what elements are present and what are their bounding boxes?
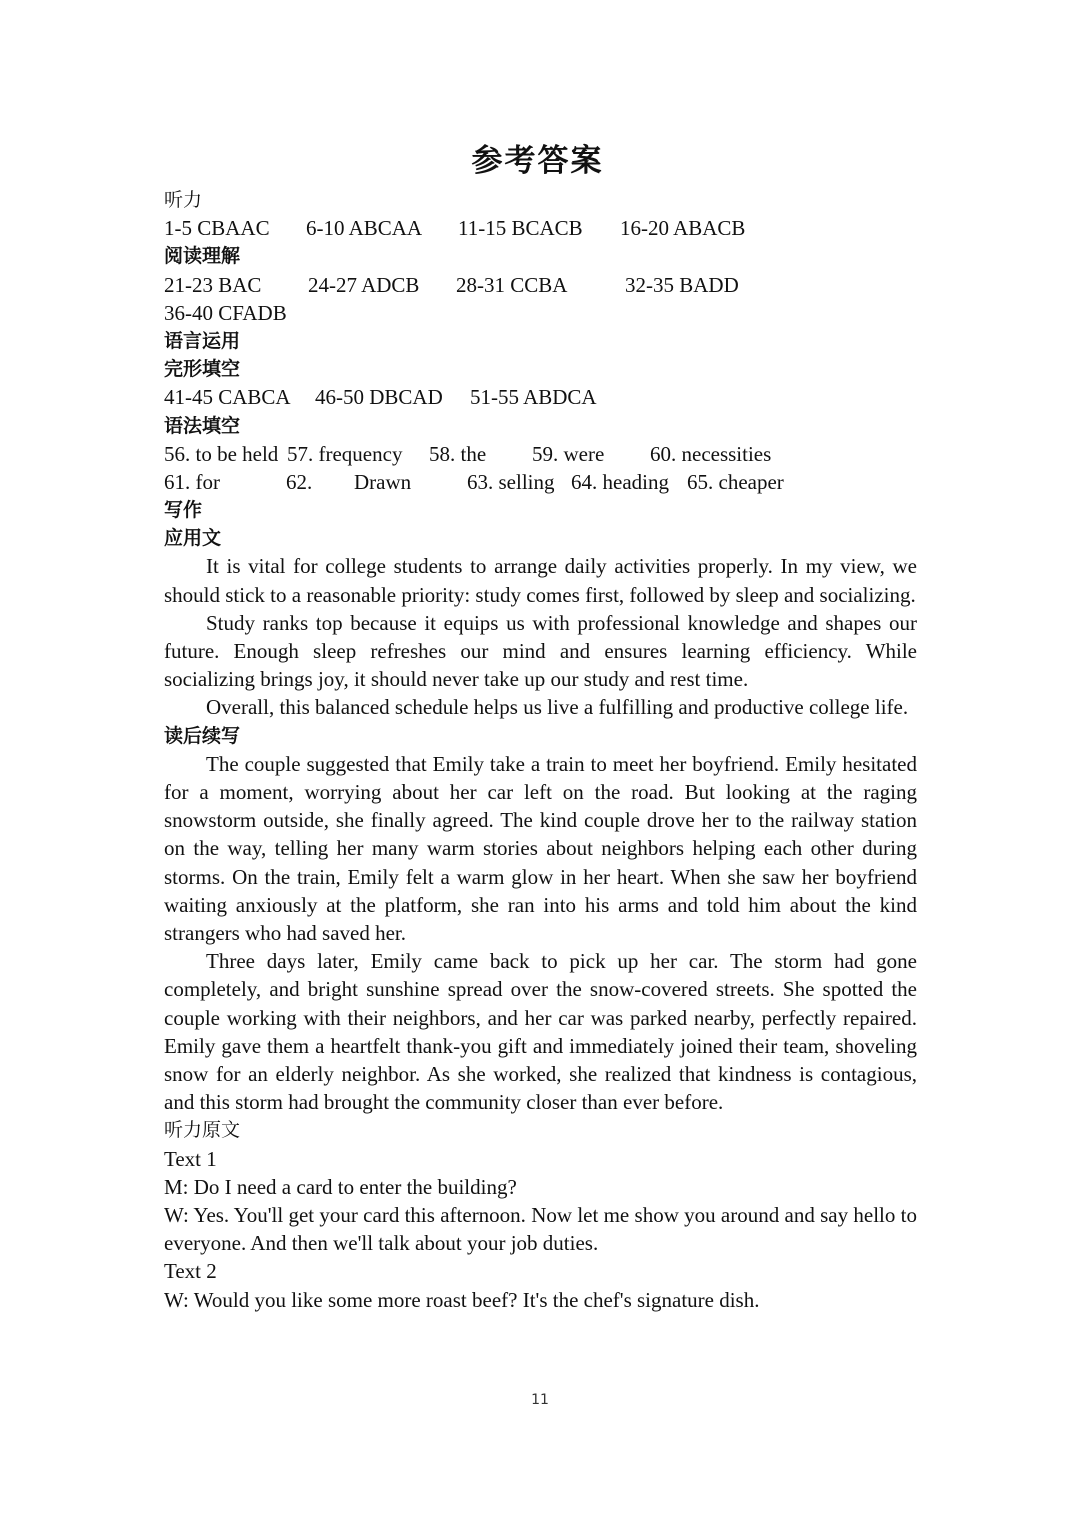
answer-group: 1-5 CBAAC bbox=[164, 216, 270, 241]
practical-paragraph: It is vital for college students to arrange daily activities properly. In my view, we should stick to a reasonable priority: study comes first, followed by sleep and socializing. bbox=[164, 554, 917, 607]
text-1-label: Text 1 bbox=[164, 1146, 217, 1171]
transcript-heading: 听力原文 bbox=[164, 1119, 241, 1142]
answer-group: 41-45 CABCA bbox=[164, 385, 291, 410]
answer-group: 46-50 DBCAD bbox=[315, 385, 443, 410]
grammar-answers-row-2 bbox=[164, 468, 917, 496]
answer-group: 28-31 CCBA bbox=[456, 272, 568, 297]
answer-group: 16-20 ABACB bbox=[620, 216, 746, 241]
dialogue-line: W: Would you like some more roast beef? It's the chef's signature dish. bbox=[164, 1287, 760, 1312]
continuation-writing-heading: 读后续写 bbox=[164, 724, 241, 747]
practical-paragraph: Study ranks top because it equips us with professional knowledge and shapes our future. Enough sleep refreshes our mind and ensures learning efficiency. While socializing brings joy, it should never take up our study and rest time. bbox=[164, 610, 917, 692]
answer-group: 51-55 ABDCA bbox=[470, 385, 597, 410]
answer-item: 58. the bbox=[429, 441, 487, 466]
dialogue-line: W: Yes. You'll get your card this afternoon. Now let me show you around and say hello to everyone. And then we'll talk about your job duties. bbox=[164, 1203, 917, 1256]
answer-item: 63. selling bbox=[467, 469, 555, 494]
answer-group: 36-40 CFADB bbox=[164, 300, 287, 325]
reading-heading: 阅读理解 bbox=[164, 245, 241, 268]
text-2-label: Text 2 bbox=[164, 1259, 217, 1284]
answer-item: 59. were bbox=[532, 441, 605, 466]
language-use-heading: 语言运用 bbox=[164, 329, 241, 352]
answer-group: 6-10 ABCAA bbox=[306, 216, 423, 241]
grammar-answers-row-1 bbox=[164, 440, 917, 468]
practical-writing-heading: 应用文 bbox=[164, 527, 222, 550]
reading-answers-row-2 bbox=[164, 299, 917, 327]
answer-key-page bbox=[164, 138, 917, 1314]
answer-item: 56. to be held bbox=[164, 441, 279, 466]
answer-group: 11-15 BCACB bbox=[458, 216, 583, 241]
practical-paragraph: Overall, this balanced schedule helps us live a fulfilling and productive college life. bbox=[206, 695, 909, 720]
reading-answers-row-1 bbox=[164, 271, 917, 299]
answer-item: 61. for bbox=[164, 469, 220, 494]
answer-item: 64. heading bbox=[571, 469, 669, 494]
dialogue-line: M: Do I need a card to enter the building? bbox=[164, 1174, 517, 1199]
grammar-heading: 语法填空 bbox=[164, 414, 241, 437]
answer-item: 62. bbox=[286, 469, 313, 494]
answer-item: Drawn bbox=[354, 469, 412, 494]
page-title: 参考答案 bbox=[471, 143, 604, 179]
answer-group: 32-35 BADD bbox=[625, 272, 739, 297]
cloze-answers bbox=[164, 383, 917, 411]
answer-item: 57. frequency bbox=[287, 441, 403, 466]
answer-group: 24-27 ADCB bbox=[308, 272, 420, 297]
listening-heading: 听力 bbox=[164, 189, 203, 211]
answer-group: 21-23 BAC bbox=[164, 272, 262, 297]
cloze-heading: 完形填空 bbox=[164, 358, 241, 381]
page-number: 11 bbox=[531, 1392, 549, 1408]
continuation-paragraph: Three days later, Emily came back to pick up her car. The storm had gone completely, and bright sunshine spread over the snow-covered streets. She spotted the couple working with their neighbors, and her car was parked nearby, perfectly repaired. Emily gave them a heartfelt thank-you gift and immediately joined their team, shoveling snow for an elderly neighbor. As she worked, she realized that kindness is contagious, and this storm had brought the community closer than ever before. bbox=[164, 949, 917, 1115]
continuation-paragraph: The couple suggested that Emily take a train to meet her boyfriend. Emily hesitated for a moment, worrying about her car left on the road. But looking at the raging snowstorm outside, she finally agreed. The kind couple drove her to the railway station on the way, telling her many warm stories about neighbors helping each other during storms. On the train, Emily felt a warm glow in her heart. When she saw her boyfriend waiting anxiously at the platform, she ran into his arms and told him about the kind strangers who had saved her. bbox=[164, 751, 917, 946]
answer-item: 60. necessities bbox=[650, 441, 772, 466]
listening-answers bbox=[164, 214, 917, 242]
writing-heading: 写作 bbox=[164, 499, 203, 522]
answer-item: 65. cheaper bbox=[687, 469, 784, 494]
